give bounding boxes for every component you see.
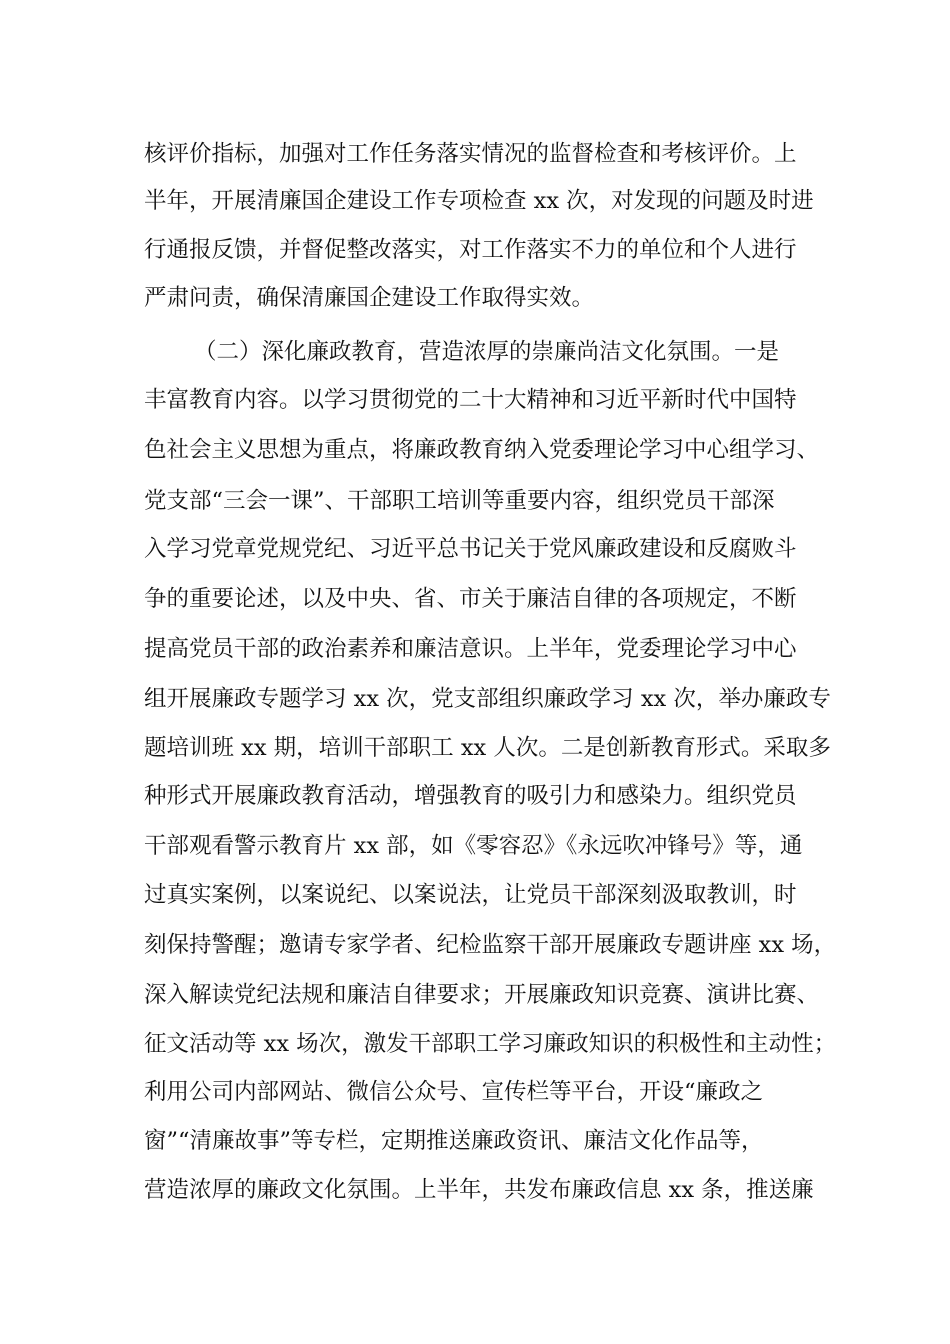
paragraph-line: 党支部“三会一课”、干部职工培训等重要内容，组织党员干部深 bbox=[144, 488, 775, 514]
paragraph-line: 深入解读党纪法规和廉洁自律要求；开展廉政知识竞赛、演讲比赛、 bbox=[144, 982, 820, 1008]
paragraph-line: 丰富教育内容。以学习贯彻党的二十大精神和习近平新时代中国特 bbox=[144, 387, 797, 413]
paragraph-line: 刻保持警醒；邀请专家学者、纪检监察干部开展廉政专题讲座 xx 场， bbox=[144, 932, 837, 958]
paragraph-line: 入学习党章党规党纪、习近平总书记关于党风廉政建设和反腐败斗 bbox=[144, 536, 797, 562]
paragraph-line: 窗”“清廉故事”等专栏，定期推送廉政资讯、廉洁文化作品等， bbox=[144, 1128, 764, 1154]
paragraph-line: 过真实案例，以案说纪、以案说法，让党员干部深刻汲取教训，时 bbox=[144, 882, 797, 908]
section-heading-line: （二）深化廉政教育，营造浓厚的崇廉尚洁文化氛围。一是 bbox=[194, 339, 780, 365]
paragraph-line: 利用公司内部网站、微信公众号、宣传栏等平台，开设“廉政之 bbox=[144, 1079, 764, 1105]
paragraph-line: 争的重要论述，以及中央、省、市关于廉洁自律的各项规定，不断 bbox=[144, 586, 797, 612]
paragraph-line: 严肃问责，确保清廉国企建设工作取得实效。 bbox=[144, 285, 595, 311]
paragraph-line: 营造浓厚的廉政文化氛围。上半年，共发布廉政信息 xx 条，推送廉 bbox=[144, 1177, 814, 1203]
paragraph-line: 核评价指标，加强对工作任务落实情况的监督检查和考核评价。上 bbox=[144, 141, 797, 167]
paragraph-line: 征文活动等 xx 场次，激发干部职工学习廉政知识的积极性和主动性； bbox=[144, 1031, 837, 1057]
paragraph-line: 提高党员干部的政治素养和廉洁意识。上半年，党委理论学习中心 bbox=[144, 636, 797, 662]
paragraph-line: 色社会主义思想为重点，将廉政教育纳入党委理论学习中心组学习、 bbox=[144, 437, 820, 463]
paragraph-line: 题培训班 xx 期，培训干部职工 xx 人次。二是创新教育形式。采取多 bbox=[144, 735, 831, 761]
paragraph-line: 行通报反馈，并督促整改落实，对工作落实不力的单位和个人进行 bbox=[144, 237, 797, 263]
paragraph-line: 干部观看警示教育片 xx 部，如《零容忍》《永远吹冲锋号》等，通 bbox=[144, 833, 803, 859]
paragraph-line: 种形式开展廉政教育活动，增强教育的吸引力和感染力。组织党员 bbox=[144, 783, 797, 809]
paragraph-line: 半年，开展清廉国企建设工作专项检查 xx 次，对发现的问题及时进 bbox=[144, 188, 814, 214]
paragraph-line: 组开展廉政专题学习 xx 次，党支部组织廉政学习 xx 次，举办廉政专 bbox=[144, 686, 831, 712]
